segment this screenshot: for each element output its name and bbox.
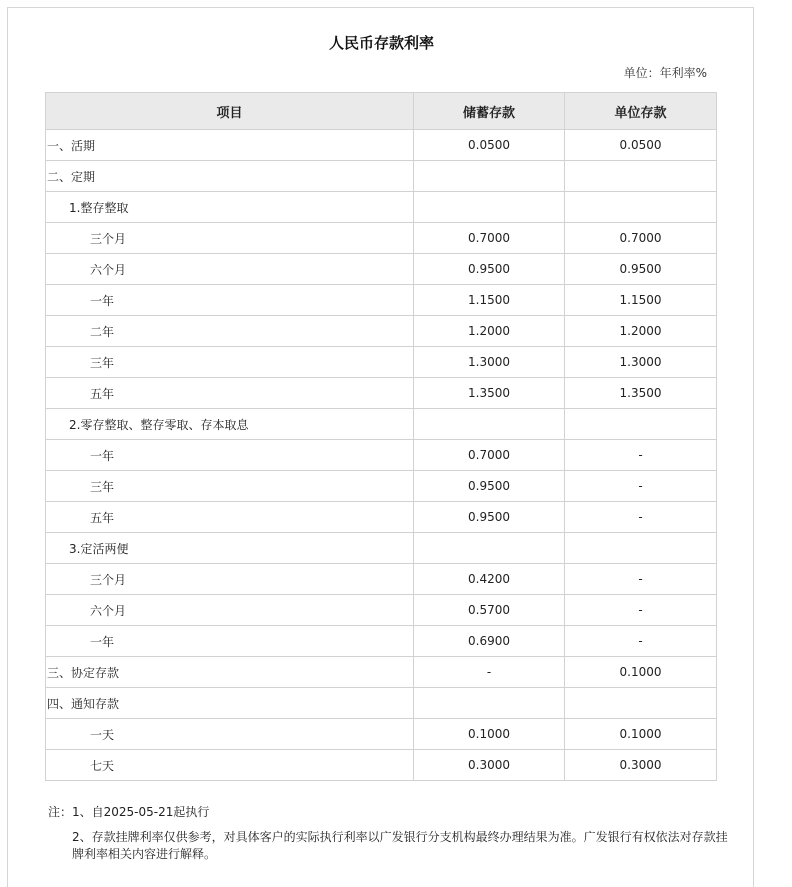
savings-rate: 0.6900 [414,626,565,657]
rates-table [45,92,717,781]
corporate-rate [565,409,717,440]
table-row [46,409,717,440]
corporate-rate [565,688,717,719]
row-label: 五年 [46,502,414,533]
corporate-rate: - [565,502,717,533]
row-label: 一年 [46,440,414,471]
savings-rate: 1.3000 [414,347,565,378]
table-row [46,502,717,533]
row-label: 五年 [46,378,414,409]
savings-rate [414,161,565,192]
savings-rate [414,409,565,440]
table-row [46,626,717,657]
row-label: 一年 [46,285,414,316]
corporate-rate [565,192,717,223]
savings-rate: 1.2000 [414,316,565,347]
savings-rate [414,533,565,564]
savings-rate: 0.7000 [414,440,565,471]
corporate-rate: - [565,564,717,595]
table-row [46,688,717,719]
savings-rate: 0.5700 [414,595,565,626]
row-label: 六个月 [46,595,414,626]
table-row [46,347,717,378]
table-row [46,378,717,409]
table-row [46,750,717,781]
row-label: 三、协定存款 [46,657,414,688]
header-corporate: 单位存款 [565,93,717,130]
table-row [46,254,717,285]
corporate-rate: - [565,595,717,626]
row-label: 三个月 [46,564,414,595]
corporate-rate: - [565,471,717,502]
row-label: 一、活期 [46,130,414,161]
table-row [46,440,717,471]
row-label: 四、通知存款 [46,688,414,719]
corporate-rate: - [565,440,717,471]
table-row [46,595,717,626]
table-row [46,719,717,750]
savings-rate: 1.1500 [414,285,565,316]
unit-label: 单位：年利率% [623,66,707,80]
header-savings: 储蓄存款 [414,93,565,130]
note-text: 2、存款挂牌利率仅供参考，对具体客户的实际执行利率以广发银行分支机构最终办理结果为准。广发银行有权依法对存款挂牌利率相关内容进行解释。 [72,830,728,861]
savings-rate: - [414,657,565,688]
corporate-rate [565,161,717,192]
corporate-rate: 0.1000 [565,657,717,688]
savings-rate: 0.1000 [414,719,565,750]
corporate-rate: 1.3500 [565,378,717,409]
notes [48,804,728,865]
savings-rate: 0.3000 [414,750,565,781]
table-row [46,564,717,595]
note-item [48,804,728,821]
header-item: 项目 [46,93,414,130]
row-label: 一年 [46,626,414,657]
row-label: 一天 [46,719,414,750]
corporate-rate: 0.0500 [565,130,717,161]
table-row [46,657,717,688]
table-row [46,130,717,161]
savings-rate [414,192,565,223]
row-label: 六个月 [46,254,414,285]
corporate-rate: 0.7000 [565,223,717,254]
table-row [46,471,717,502]
savings-rate: 0.9500 [414,502,565,533]
table-row [46,285,717,316]
row-label: 1.整存整取 [46,192,414,223]
page-title: 人民币存款利率 [328,34,434,52]
table-row [46,223,717,254]
table-row [46,316,717,347]
rate-panel [7,7,754,887]
corporate-rate: 1.2000 [565,316,717,347]
table-row [46,161,717,192]
savings-rate: 0.9500 [414,254,565,285]
savings-rate: 1.3500 [414,378,565,409]
corporate-rate: 1.1500 [565,285,717,316]
table-row [46,192,717,223]
savings-rate: 0.0500 [414,130,565,161]
row-label: 三个月 [46,223,414,254]
corporate-rate: 1.3000 [565,347,717,378]
row-label: 3.定活两便 [46,533,414,564]
row-label: 2.零存整取、整存零取、存本取息 [46,409,414,440]
table-header-row [46,93,717,130]
savings-rate: 0.7000 [414,223,565,254]
row-label: 二、定期 [46,161,414,192]
corporate-rate: 0.1000 [565,719,717,750]
savings-rate: 0.9500 [414,471,565,502]
table-row [46,533,717,564]
note-prefix: 注： [48,805,73,819]
row-label: 七天 [46,750,414,781]
note-text: 1、自2025-05-21起执行 [72,805,210,819]
corporate-rate: - [565,626,717,657]
corporate-rate: 0.3000 [565,750,717,781]
corporate-rate: 0.9500 [565,254,717,285]
row-label: 三年 [46,471,414,502]
row-label: 二年 [46,316,414,347]
savings-rate [414,688,565,719]
corporate-rate [565,533,717,564]
savings-rate: 0.4200 [414,564,565,595]
note-item [48,829,728,863]
row-label: 三年 [46,347,414,378]
